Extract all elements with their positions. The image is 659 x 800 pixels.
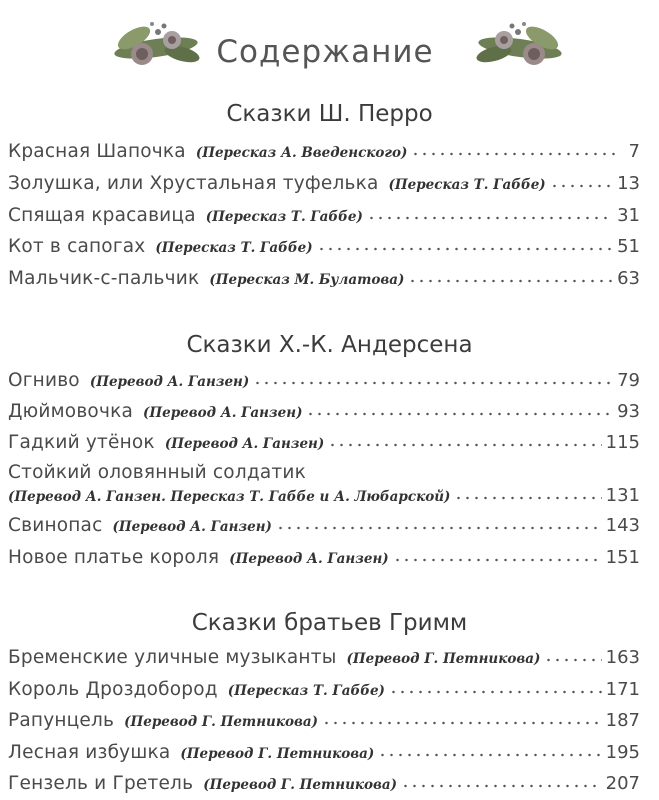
story-title: Гензель и Гретель xyxy=(8,773,194,794)
dot-leader xyxy=(411,152,616,156)
story-title: Лесная избушка xyxy=(8,742,171,763)
translator-note: (Перевод Г. Петникова) xyxy=(346,651,541,667)
dot-leader xyxy=(389,690,602,694)
toc-entry[interactable] xyxy=(8,742,640,768)
translator-note: (Перевод Г. Петникова) xyxy=(124,714,319,730)
toc-entry[interactable] xyxy=(8,141,640,167)
dot-leader xyxy=(408,279,613,283)
story-title: Рапунцель xyxy=(8,710,115,731)
dot-leader xyxy=(367,216,613,220)
page-header xyxy=(0,14,659,74)
section-title: Сказки Ш. Перро xyxy=(226,101,433,127)
translator-note: (Пересказ Т. Габбе) xyxy=(227,683,385,699)
page-number: 163 xyxy=(605,647,640,668)
story-title: Спящая красавица xyxy=(8,205,196,226)
translator-note: (Перевод А. Ганзен) xyxy=(164,436,325,452)
section-title: Сказки братьев Гримм xyxy=(191,610,468,636)
toc-entry[interactable] xyxy=(8,173,640,199)
dot-leader xyxy=(253,381,613,385)
translator-note: (Перевод А. Ганзен) xyxy=(89,374,250,390)
toc-entry[interactable] xyxy=(8,236,640,262)
toc-entry[interactable] xyxy=(8,370,640,396)
toc-entry[interactable] xyxy=(8,462,640,508)
story-title: Дюймовочка xyxy=(8,401,133,422)
dot-leader xyxy=(276,526,602,530)
dot-leader xyxy=(317,247,614,251)
page-number: 187 xyxy=(605,710,640,731)
toc-entry[interactable] xyxy=(8,773,640,799)
dot-leader xyxy=(550,184,613,188)
page-number: 143 xyxy=(605,515,640,536)
story-title: Король Дроздобород xyxy=(8,679,218,700)
story-title: Свинопас xyxy=(8,515,103,536)
story-title: Мальчик-с-пальчик xyxy=(8,268,200,289)
toc-entry[interactable] xyxy=(8,710,640,736)
dot-leader xyxy=(401,784,602,788)
story-title: Золушка, или Хрустальная туфелька xyxy=(8,173,379,194)
page-number: 131 xyxy=(605,485,640,506)
page-number: 171 xyxy=(605,679,640,700)
floral-ornament-icon xyxy=(96,14,216,74)
translator-note: (Пересказ Т. Габбе) xyxy=(205,209,363,225)
translator-note: (Перевод А. Ганзен. Пересказ Т. Габбе и А. Любарской) xyxy=(8,489,451,505)
floral-ornament-icon xyxy=(460,14,580,74)
dot-leader xyxy=(378,753,601,757)
page-number: 63 xyxy=(617,268,640,289)
translator-note: (Перевод Г. Петникова) xyxy=(180,746,375,762)
translator-note: (Перевод А. Ганзен) xyxy=(143,405,303,421)
story-title: Гадкий утёнок xyxy=(8,432,155,453)
story-title: Стойкий оловянный солдатик xyxy=(8,462,306,483)
dot-leader xyxy=(393,558,602,562)
toc-entry[interactable] xyxy=(8,268,640,294)
page-number: 93 xyxy=(617,401,640,422)
dot-leader xyxy=(306,412,613,416)
page-number: 207 xyxy=(605,773,640,794)
toc-entry[interactable] xyxy=(8,432,640,458)
story-title: Огниво xyxy=(8,370,80,391)
translator-note: (Пересказ А. Введенского) xyxy=(195,145,408,161)
translator-note: (Пересказ Т. Габбе) xyxy=(155,240,313,256)
dot-leader xyxy=(322,721,602,725)
toc-entry[interactable] xyxy=(8,547,640,573)
toc-entry[interactable] xyxy=(8,515,640,541)
page-number: 151 xyxy=(605,547,640,568)
section-title: Сказки Х.-К. Андерсена xyxy=(186,332,473,358)
toc-entry[interactable] xyxy=(8,679,640,705)
translator-note: (Перевод Г. Петникова) xyxy=(203,777,398,793)
page-number: 31 xyxy=(617,205,640,226)
translator-note: (Пересказ М. Булатова) xyxy=(209,272,405,288)
page-number: 13 xyxy=(617,173,640,194)
page-number: 195 xyxy=(605,742,640,763)
page-title: Содержание xyxy=(216,34,434,70)
dot-leader xyxy=(454,496,601,500)
dot-leader xyxy=(328,443,601,447)
translator-note: (Пересказ Т. Габбе) xyxy=(388,177,546,193)
toc-entry[interactable] xyxy=(8,205,640,231)
translator-note: (Перевод А. Ганзен) xyxy=(112,519,272,535)
story-title: Новое платье короля xyxy=(8,547,220,568)
story-title: Кот в сапогах xyxy=(8,236,146,257)
toc-entry[interactable] xyxy=(8,401,640,427)
dot-leader xyxy=(544,658,601,662)
toc-entry[interactable] xyxy=(8,647,640,673)
story-title: Бременские уличные музыканты xyxy=(8,647,337,668)
story-title: Красная Шапочка xyxy=(8,141,186,162)
page-number: 79 xyxy=(617,370,640,391)
translator-note: (Перевод А. Ганзен) xyxy=(229,551,389,567)
page-number: 51 xyxy=(617,236,640,257)
page-number: 7 xyxy=(628,141,640,162)
page-number: 115 xyxy=(605,432,640,453)
